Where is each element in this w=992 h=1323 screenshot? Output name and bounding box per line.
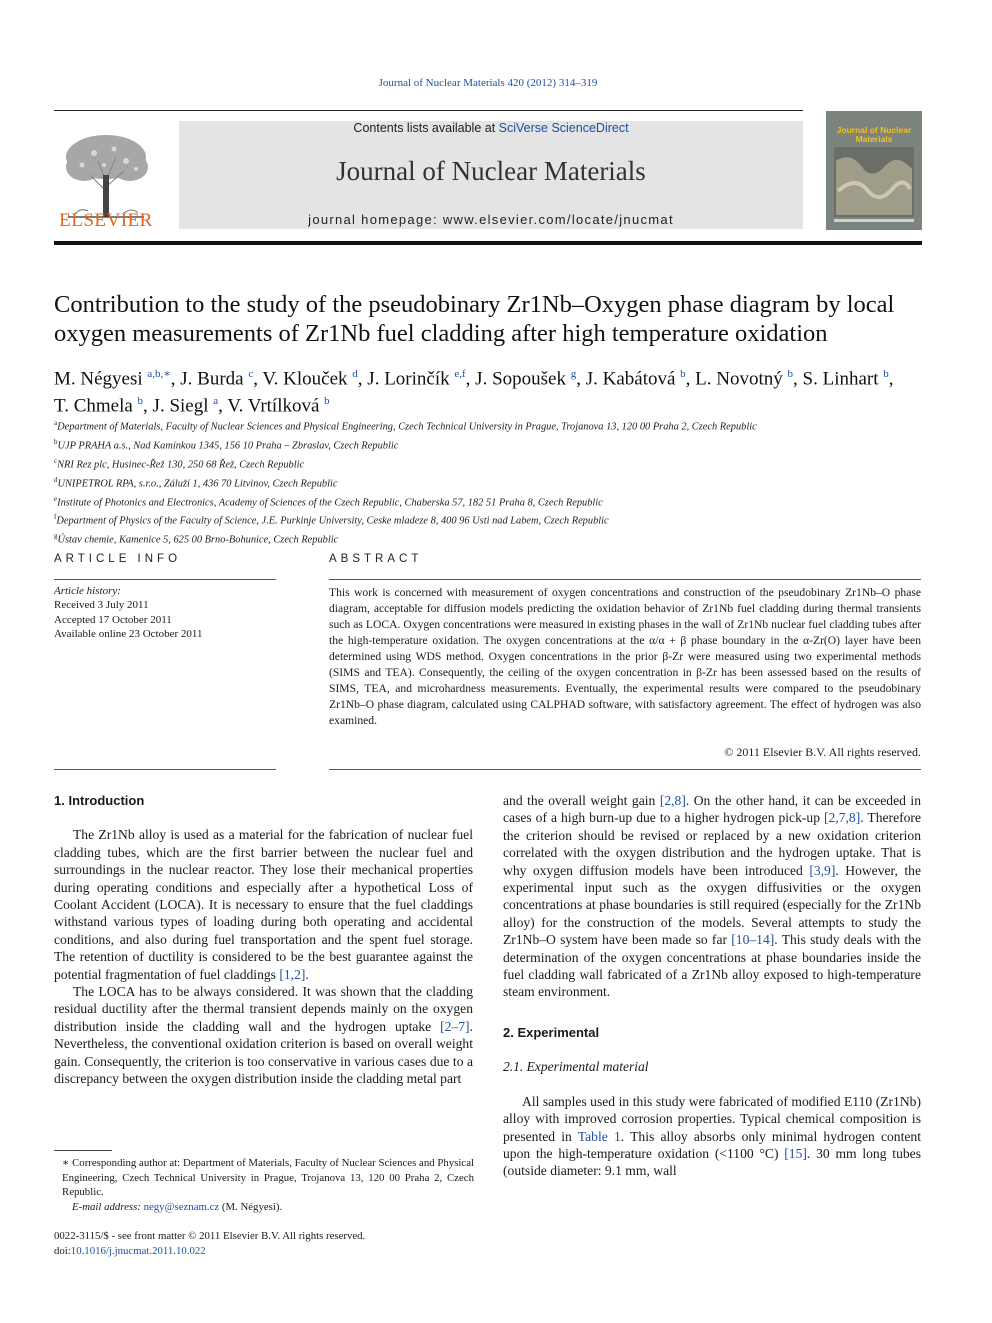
author-name[interactable]: J. Burda (180, 368, 244, 390)
email-note: E-mail address: negy@seznam.cz (M. Négyesi). (72, 1200, 283, 1213)
accepted-date: Accepted 17 October 2011 (54, 613, 172, 626)
affiliation-item (54, 529, 934, 548)
citation-link[interactable]: [2,8] (659, 793, 686, 808)
citation-link[interactable]: [2–7] (440, 1018, 470, 1034)
abstract-top-rule (329, 579, 921, 580)
abstract-copyright: © 2011 Elsevier B.V. All rights reserved. (724, 745, 921, 759)
author-name[interactable]: S. Linhart (802, 368, 879, 390)
affiliation-item (54, 416, 934, 435)
table-link[interactable]: Table 1 (577, 1128, 621, 1144)
article-info-bottom-rule (54, 769, 276, 770)
affiliation-text: Ústav chemie, Kamenice 5, 625 00 Brno-Bohunice, Czech Republic (57, 534, 339, 546)
article-history (54, 584, 276, 641)
author-affiliation-mark[interactable]: b (137, 395, 144, 408)
author-separator: , (170, 368, 181, 390)
author-separator: , (218, 395, 228, 417)
author-name[interactable]: T. Chmela (54, 395, 133, 417)
author-name[interactable]: V. Klouček (262, 368, 348, 390)
affiliation-item (54, 492, 934, 511)
affiliation-text: UJP PRAHA a.s., Nad Kamínkou 1345, 156 10 Praha – Zbraslav, Czech Republic (57, 440, 399, 452)
author-separator: , (793, 368, 803, 390)
citation-link[interactable]: [10–14] (731, 932, 775, 948)
author-affiliation-mark[interactable]: b (787, 368, 794, 380)
article-identifiers (54, 1229, 474, 1259)
footnote-rule (54, 1150, 112, 1151)
author-name[interactable]: L. Novotný (695, 368, 783, 390)
citation-link[interactable]: [2,7,8] (824, 810, 861, 826)
author-name[interactable]: V. Vrtílková (227, 395, 320, 417)
journal-name[interactable]: Journal of Nuclear Materials (336, 156, 646, 186)
article-info-top-rule (54, 579, 276, 580)
author-affiliation-mark[interactable]: c (248, 368, 254, 380)
online-date: Available online 23 October 2011 (54, 627, 203, 640)
author-affiliation-mark[interactable]: d (352, 368, 358, 380)
affiliation-mark: g (54, 532, 58, 541)
intro-paragraph-2: The LOCA has to be always considered. It was shown that the cladding residual ductility after the thermal transient depends mainly on the oxygen distribution inside the cladding wall and the hydrogen uptake [2–7]. Nevertheless, the conventional oxidation criterion is based on overall weight gain. Consequently, the criterion is too conservative in various cases due to a discrepancy between the oxygen distribution inside the cladding metal part (54, 984, 473, 1087)
citation-link[interactable]: [15] (784, 1145, 807, 1161)
affiliation-text: Department of Materials, Faculty of Nuclear Sciences and Physical Engineering, Czech Technical University in Prague, Trojanova 13, 120 00 Praha 2, Czech Republic (57, 421, 757, 433)
contents-line (179, 121, 803, 135)
experimental-material-heading: 2.1. Experimental material (503, 1059, 649, 1075)
citation-link[interactable]: [1,2] (279, 966, 306, 982)
right-column (503, 792, 921, 1180)
article-title: Contribution to the study of the pseudobinary Zr1Nb–Oxygen phase diagram by local oxygen measurements of Zr1Nb fuel cladding after high temperature oxidation (54, 291, 895, 347)
history-label: Article history: (54, 585, 121, 597)
author-name[interactable]: J. Kabátová (585, 368, 676, 390)
abstract-text: This work is concerned with measurement of oxygen concentrations and construction of the pseudobinary Zr1Nb–O phase diagram, acceptable for diffusion models predicting the oxidation behavior of Zr1Nb fuel cladding during thermal transients such as LOCA. Oxygen concentrations were measured in existing phases in the wall of Zr1Nb nuclear fuel cladding tubes after the high-temperature oxidation. The oxygen concentrations at the α/α + β phase boundary in the α-Zr(O) layer have been determined using WDS method. Oxygen concentrations in the prior β-Zr were measured using two experimental methods (SIMS and TEA). Consequently, the ceiling of the oxygen concentration in β-Zr has been assessed based on the results of SIMS, TEA, and microhardness measurements. Eventually, the experimental results were compared to the pseudobinary Zr1Nb–O phase diagram, calculated using CALPHAD software, with satisfactory agreement. The effect of hydrogen was also examined. (329, 586, 921, 727)
intro-paragraph-continued: and the overall weight gain [2,8]. On the other hand, it can be exceeded in cases of a high burn-up due to a higher hydrogen pick-up [2,7,8]. Therefore the criterion should be revised or replaced by a new oxidation criterion correlated with the oxygen distribution and the hydrogen uptake. That is why oxygen diffusion models have been introduced [3,9]. However, the experimental input such as the oxygen diffusivities or the oxygen concentrations at phase boundaries is still required (especially for the Zr1Nb alloy) for the construction of the models. Several attempts to study the Zr1Nb–O system have been made so far [10–14]. This study deals with the determination of the oxygen concentrations at phase boundaries inside the fuel cladding wall fabricated of a Zr1Nb alloy exposed to high-temperature steam environment. (503, 793, 922, 1000)
author-separator: , (888, 368, 894, 390)
doi-link[interactable]: 10.1016/j.jnucmat.2011.10.022 (70, 1245, 206, 1257)
author-separator: , (685, 368, 696, 390)
author-separator: , (253, 368, 263, 390)
affiliation-list (54, 416, 934, 548)
article-info-heading: ARTICLE INFO (54, 553, 182, 565)
author-name[interactable]: M. Négyesi (54, 368, 143, 390)
corresponding-author-note: ∗ Corresponding author at: Department of Materials, Faculty of Nuclear Sciences and Physical Engineering, Czech Technical University in Prague, Trojanova 13, 120 00 Praha 2, Czech Republic. (62, 1157, 474, 1198)
author-affiliation-mark[interactable]: a (213, 395, 219, 408)
affiliation-text: Institute of Photonics and Electronics, Academy of Sciences of the Czech Republic, Chaberska 57, 182 51 Praha 8, Czech Republic (57, 496, 603, 508)
abstract-bottom-rule (329, 769, 921, 770)
affiliation-item (54, 510, 934, 529)
contents-prefix: Contents lists available at (353, 121, 499, 135)
citation-link[interactable]: [3,9] (809, 862, 836, 878)
author-list (54, 363, 934, 418)
cover-title: Journal of Nuclear Materials (836, 125, 912, 144)
author-separator: , (465, 368, 476, 390)
running-head[interactable]: Journal of Nuclear Materials 420 (2012) 314–319 (378, 77, 598, 89)
affiliation-item (54, 473, 934, 492)
author-separator: , (357, 368, 368, 390)
author-separator: , (143, 395, 153, 417)
elsevier-wordmark[interactable]: ELSEVIER (59, 210, 153, 231)
experimental-paragraph: All samples used in this study were fabricated of modified E110 (Zr1Nb) alloy with improved corrosion properties. Typical chemical composition is presented in Table 1. This alloy absorbs only minimal hydrogen content upon the high-temperature oxidation (<1100 °C) [15]. 30 mm long tubes (outside diameter: 9.1 mm, wall (503, 1093, 921, 1179)
experimental-heading: 2. Experimental (503, 1024, 600, 1040)
left-column (54, 792, 473, 1088)
affiliation-mark: d (54, 475, 58, 484)
author-name[interactable]: J. Siegl (152, 395, 209, 417)
affiliation-mark: c (54, 456, 58, 465)
journal-homepage[interactable]: journal homepage: www.elsevier.com/locate/jnucmat (308, 212, 674, 227)
affiliation-item (54, 454, 934, 473)
affiliation-item (54, 435, 934, 454)
author-affiliation-mark[interactable]: b (324, 395, 330, 408)
sciencedirect-link[interactable]: SciVerse ScienceDirect (498, 121, 629, 135)
header-bottom-rule (54, 241, 922, 245)
affiliation-mark: e (54, 494, 58, 503)
introduction-heading: 1. Introduction (54, 793, 145, 808)
author-affiliation-mark[interactable]: b (883, 368, 889, 380)
email-link[interactable]: negy@seznam.cz (143, 1200, 220, 1213)
author-name[interactable]: J. Lorinčík (367, 368, 450, 390)
footnotes (54, 1156, 474, 1214)
author-name[interactable]: J. Sopoušek (475, 368, 566, 390)
author-affiliation-mark[interactable]: a,b,∗ (147, 368, 171, 380)
author-affiliation-mark[interactable]: b (680, 368, 686, 380)
affiliation-mark: b (54, 437, 58, 446)
abstract-heading: ABSTRACT (329, 553, 423, 565)
author-separator: , (576, 368, 586, 390)
author-affiliation-mark[interactable]: g (570, 368, 577, 380)
intro-paragraph-1: The Zr1Nb alloy is used as a material for the fabrication of nuclear fuel cladding tubes, which are the first barrier between the nuclear fuel and surroundings in the nuclear reactor. They lose their mechanical properties during operating conditions and especially after a hypothetical Loss of Coolant Accident (LOCA). It is necessary to ensure that the fuel claddings withstand various types of loading during both operating and accidental conditions, and also during fuel transportation and the spent fuel storage. The retention of ductility is considered to be the best guarantee against the potential fragmentation of fuel claddings [1,2]. (54, 827, 473, 982)
header-top-rule (54, 110, 803, 111)
affiliation-text: UNIPETROL RPA, s.r.o., Záluží 1, 436 70 Litvinov, Czech Republic (57, 478, 338, 490)
affiliation-text: Department of Physics of the Faculty of Science, J.E. Purkinje University, Ceske mladeze 8, 400 96 Usti nad Labem, Czech Republic (56, 515, 609, 527)
author-affiliation-mark[interactable]: e,f (454, 368, 466, 380)
affiliation-text: NRI Rez plc, Husinec-Řež 130, 250 68 Řež, Czech Republic (57, 459, 305, 471)
front-matter-line: 0022-3115/$ - see front matter © 2011 Elsevier B.V. All rights reserved. (54, 1230, 366, 1242)
doi-line: doi:10.1016/j.jnucmat.2011.10.022 (54, 1245, 206, 1257)
affiliation-mark: a (54, 419, 58, 427)
affiliation-mark: f (54, 513, 57, 522)
received-date: Received 3 July 2011 (54, 599, 149, 612)
